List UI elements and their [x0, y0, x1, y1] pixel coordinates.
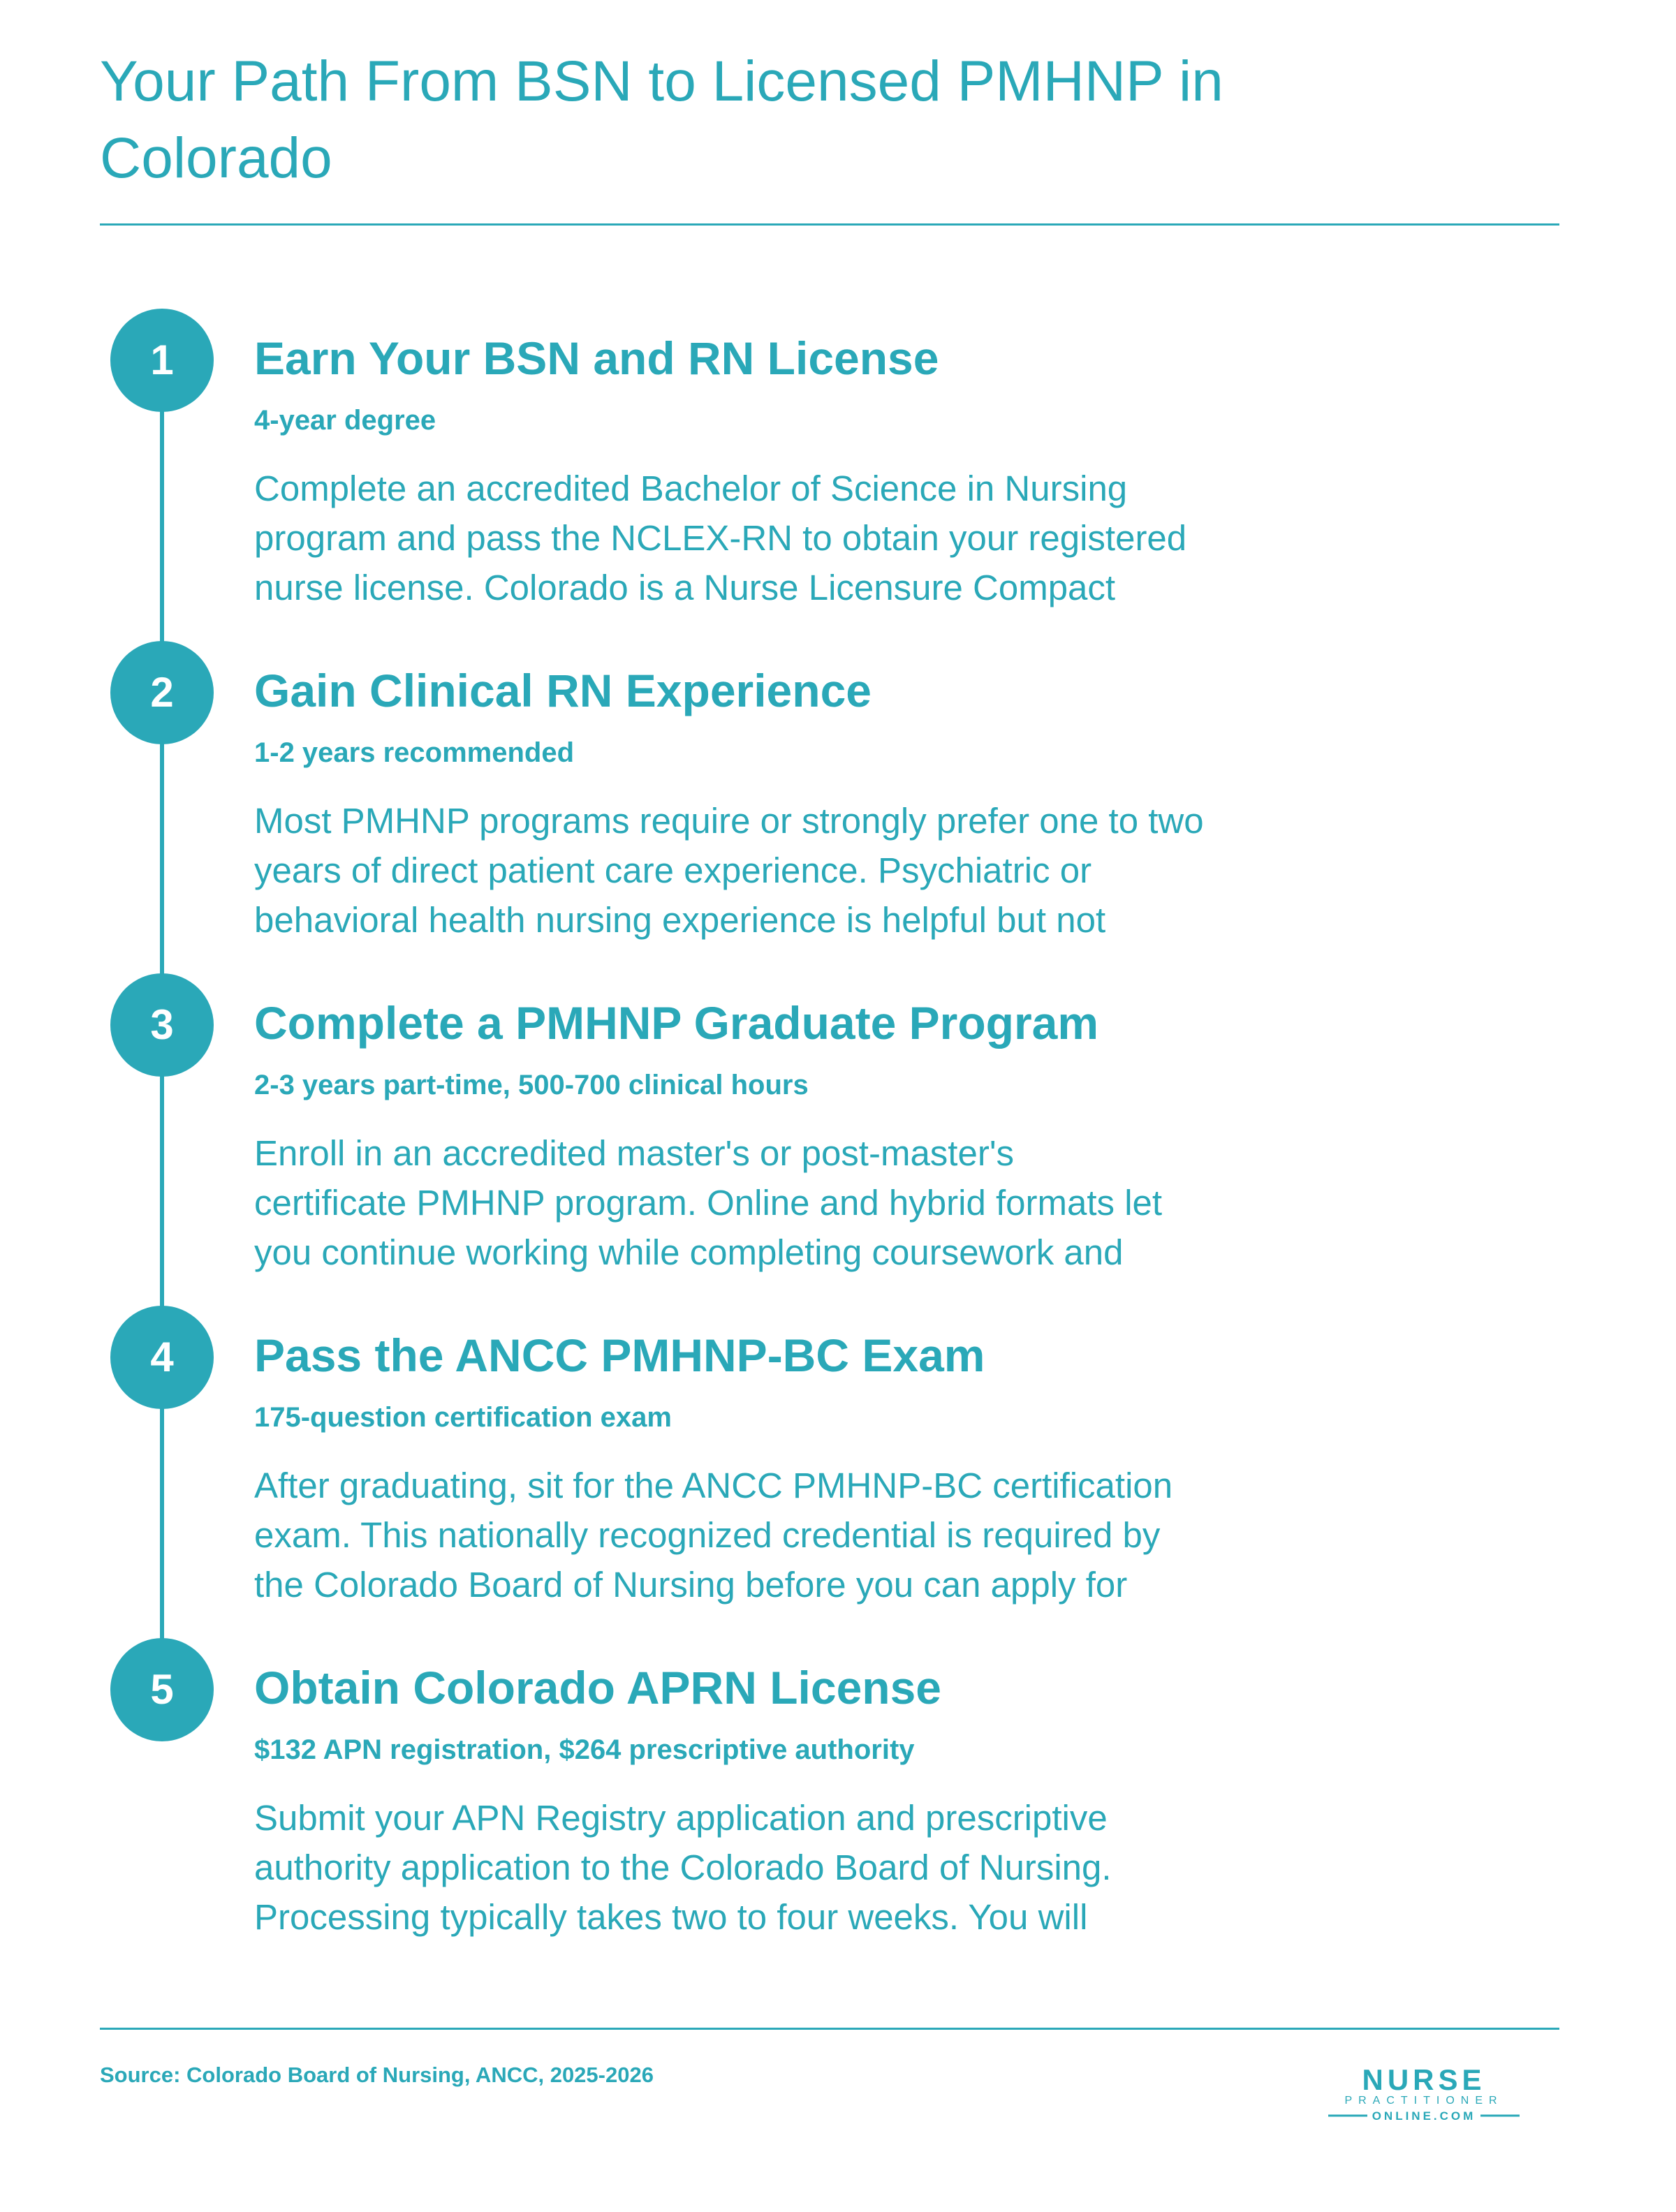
logo-text-online: ONLINE.COM: [1372, 2109, 1476, 2123]
step-description-line: Most PMHNP programs require or strongly prefer one to two: [254, 801, 1204, 841]
step-description: [254, 1793, 1406, 1942]
step-description-line: the Colorado Board of Nursing before you can apply for: [254, 1565, 1128, 1605]
step-number-badge: 3: [110, 973, 214, 1077]
step-description-line: After graduating, sit for the ANCC PMHNP-BC certification: [254, 1466, 1173, 1505]
step-description-line: you continue working while completing coursework and: [254, 1232, 1124, 1272]
step-duration: 175-question certification exam: [254, 1402, 672, 1433]
step-description-line: Processing typically takes two to four weeks. You will: [254, 1897, 1088, 1937]
step-description-line: exam. This nationally recognized credential is required by: [254, 1515, 1161, 1555]
step-description: [254, 796, 1406, 945]
logo-text-nurse: NURSE: [1362, 2063, 1486, 2096]
step-number-badge: 1: [110, 309, 214, 412]
step-number-badge: 2: [110, 641, 214, 744]
step-description: [254, 464, 1406, 612]
step-description-line: years of direct patient care experience. Psychiatric or: [254, 850, 1092, 890]
step-title: Complete a PMHNP Graduate Program: [254, 997, 1099, 1049]
step-number-badge: 4: [110, 1306, 214, 1409]
nurse-practitioner-online-logo: [1325, 2063, 1522, 2123]
step-title: Obtain Colorado APRN License: [254, 1662, 942, 1713]
logo-text-practitioner: PRACTITIONER: [1344, 2095, 1504, 2107]
step-description-line: Enroll in an accredited master's or post-master's: [254, 1133, 1015, 1173]
step-number-badge: 5: [110, 1638, 214, 1741]
footer-divider: [100, 2028, 1559, 2030]
step-description-line: Complete an accredited Bachelor of Science in Nursing: [254, 469, 1128, 508]
step-description-line: program and pass the NCLEX-RN to obtain your registered: [254, 518, 1187, 558]
source-citation: Source: Colorado Board of Nursing, ANCC, 2025-2026: [100, 2063, 654, 2087]
step-description-line: certificate PMHNP program. Online and hybrid formats let: [254, 1183, 1163, 1223]
step-duration: 2-3 years part-time, 500-700 clinical hours: [254, 1070, 809, 1100]
step-description-line: nurse license. Colorado is a Nurse Licensure Compact: [254, 568, 1116, 607]
step-title: Earn Your BSN and RN License: [254, 332, 939, 384]
step-duration: $132 APN registration, $264 prescriptive authority: [254, 1734, 915, 1765]
step-description-line: authority application to the Colorado Board of Nursing.: [254, 1848, 1112, 1887]
step-description: [254, 1461, 1406, 1609]
step-description: [254, 1128, 1406, 1277]
header-divider: [100, 223, 1559, 226]
step-description-line: Submit your APN Registry application and prescriptive: [254, 1798, 1108, 1838]
step-title: Pass the ANCC PMHNP-BC Exam: [254, 1329, 985, 1381]
page-title: Your Path From BSN to Licensed PMHNP in Colorado: [100, 50, 1223, 190]
step-duration: 1-2 years recommended: [254, 737, 575, 768]
step-duration: 4-year degree: [254, 405, 436, 436]
step-description-line: behavioral health nursing experience is helpful but not: [254, 900, 1106, 940]
step-title: Gain Clinical RN Experience: [254, 665, 872, 716]
